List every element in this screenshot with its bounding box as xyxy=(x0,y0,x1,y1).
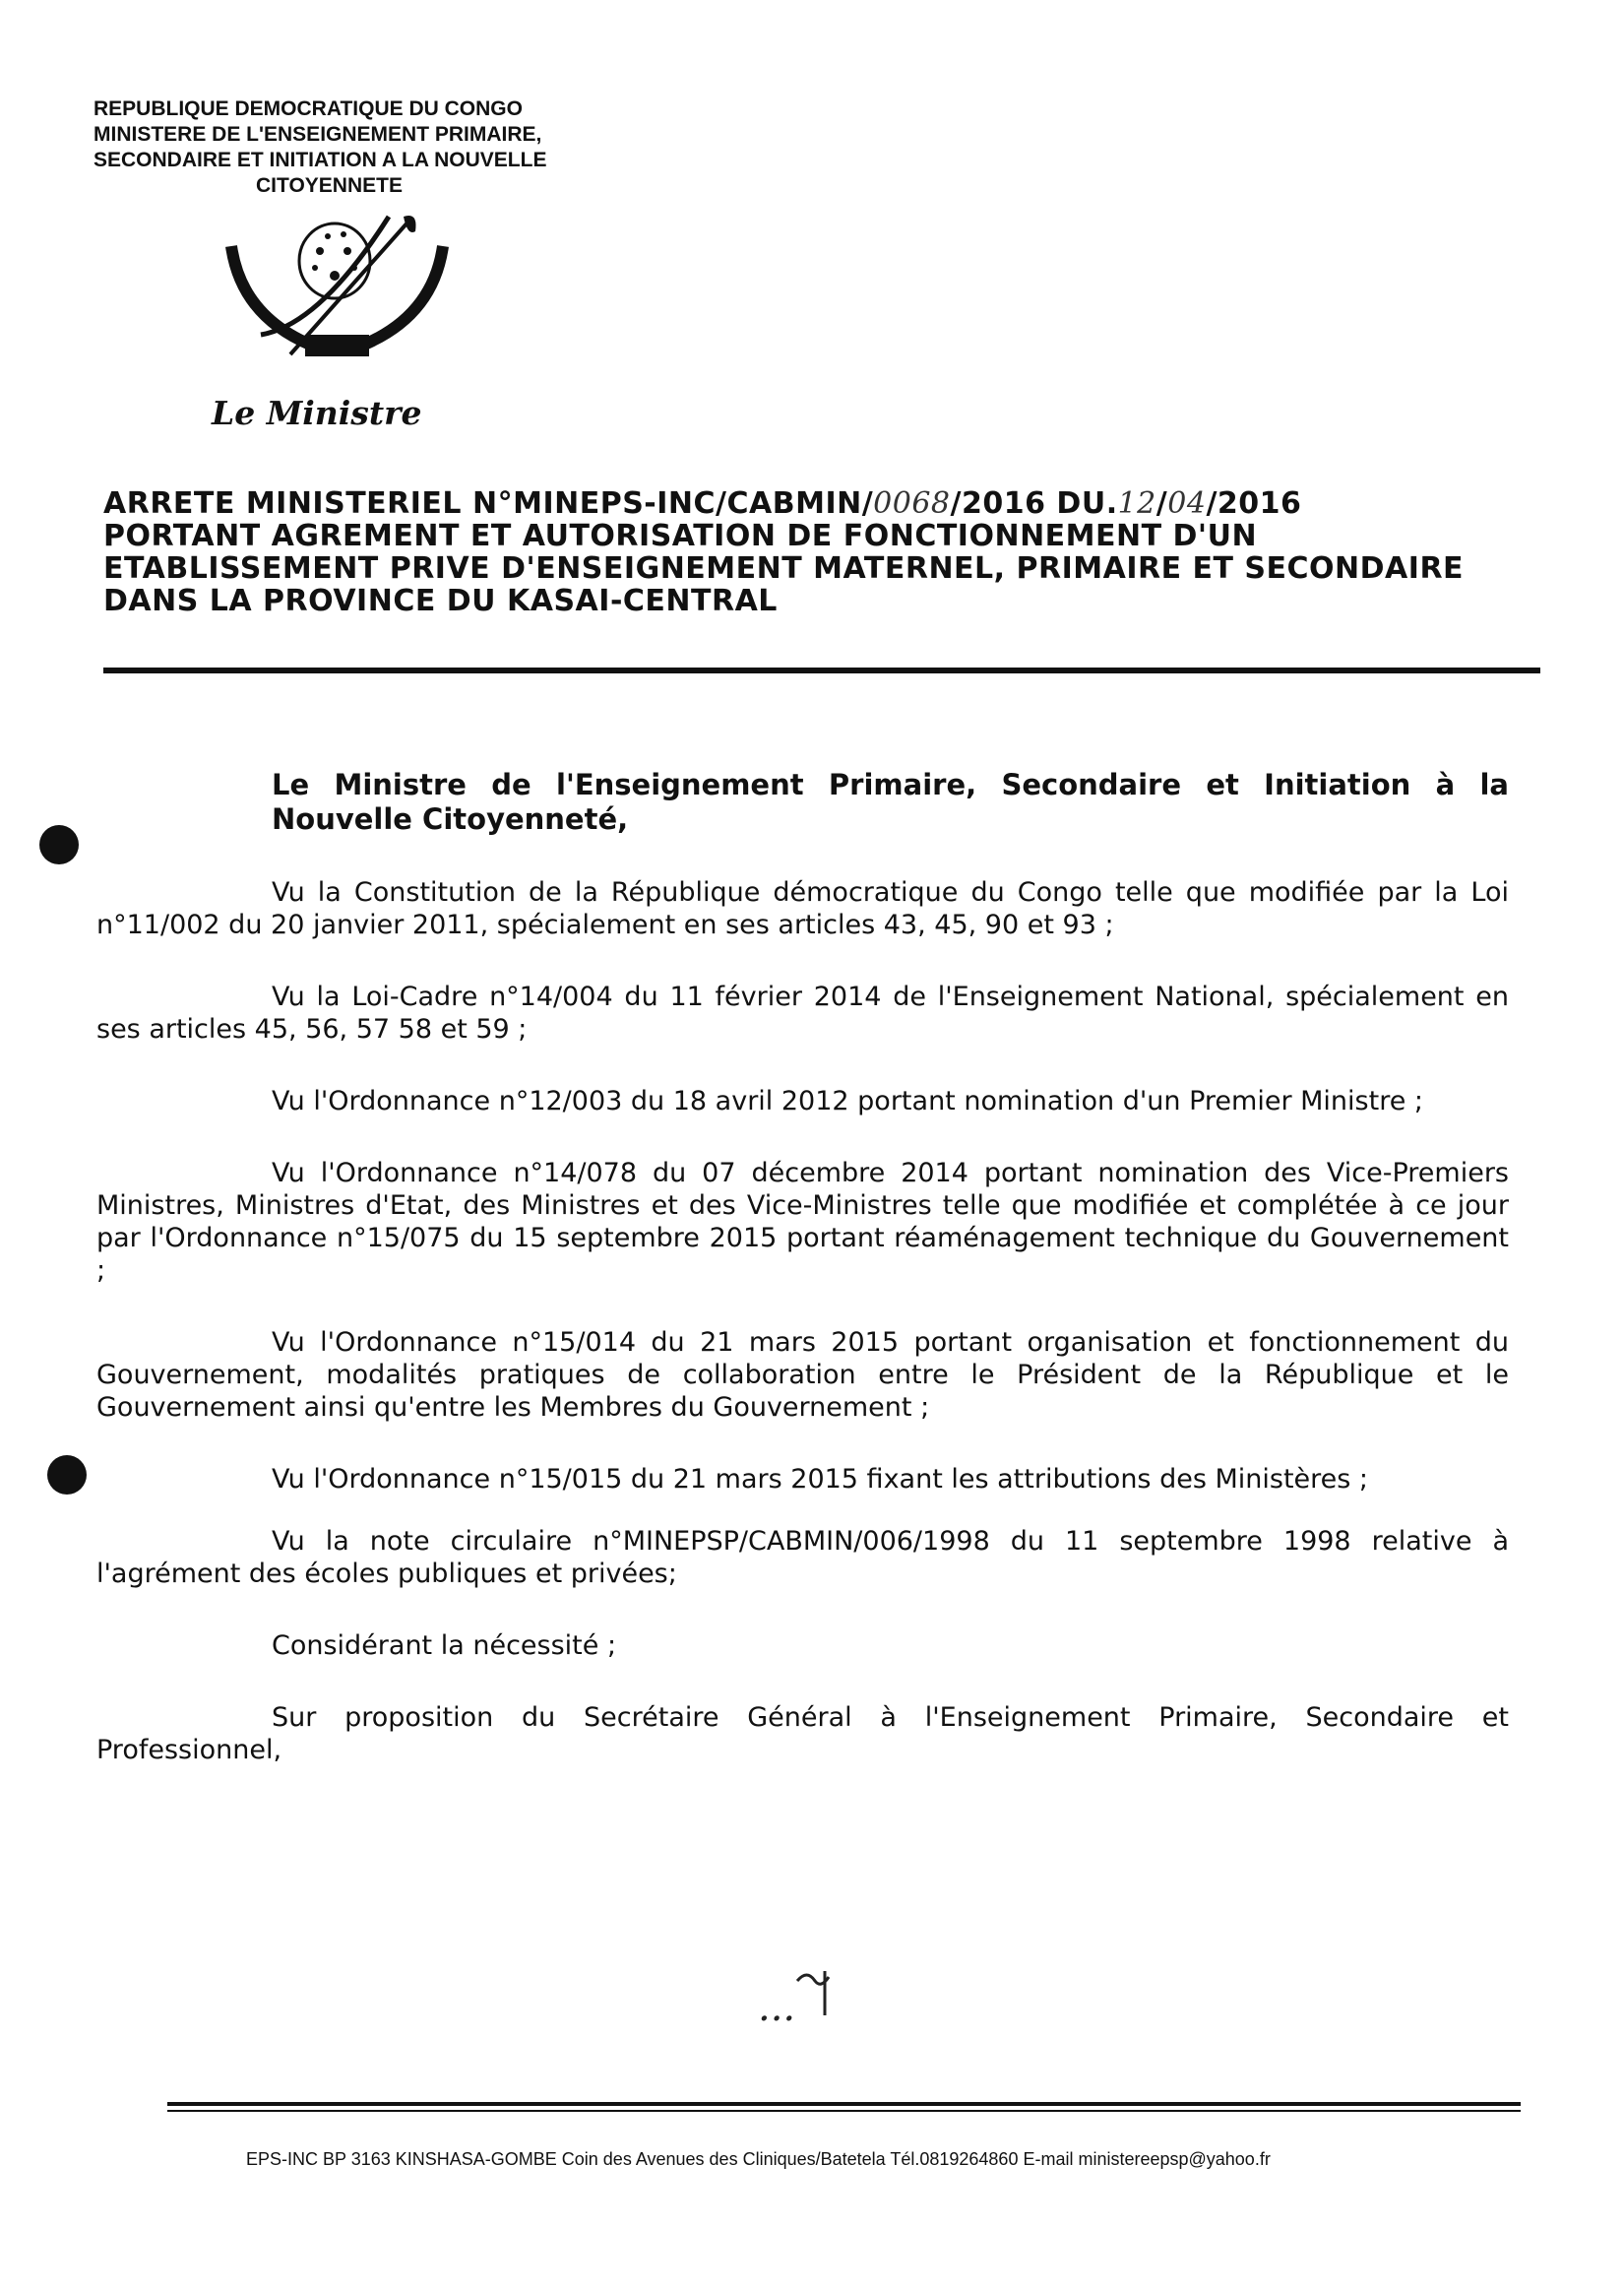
decree-title-line-2: PORTANT AGREMENT ET AUTORISATION DE FONCTIONNEMENT D'UN xyxy=(103,519,1258,553)
handwritten-decree-number: 0068 xyxy=(873,486,951,521)
decree-title xyxy=(103,487,1511,617)
initials-icon xyxy=(795,1961,840,2020)
title-divider xyxy=(103,668,1540,673)
recital-ordonnance-vice-premiers: Vu l'Ordonnance n°14/078 du 07 décembre 2014 portant nomination des Vice-Premiers Ministres, Ministres d'Etat, des Ministres et des Vice-Ministres telle que modifiée et complétée à ce jour par l'Ordonnance n°15/075 du 15 septembre 2015 portant réaménagement technique du Gouvernement ; xyxy=(96,1158,1509,1286)
recital-ordonnance-premier-ministre: Vu l'Ordonnance n°12/003 du 18 avril 2012 portant nomination d'un Premier Ministre ; xyxy=(272,1086,1423,1116)
recital-loi-cadre: Vu la Loi-Cadre n°14/004 du 11 février 2014 de l'Enseignement National, spécialement en ses articles 45, 56, 57 58 et 59 ; xyxy=(96,982,1509,1045)
decree-title-line-4: DANS LA PROVINCE DU KASAI-CENTRAL xyxy=(103,584,778,618)
letterhead xyxy=(94,96,684,199)
letterhead-line-secondary: SECONDAIRE ET INITIATION A LA NOUVELLE xyxy=(94,149,547,171)
page-continuation-mark: ... xyxy=(758,1961,840,2030)
recital-proposition: Sur proposition du Secrétaire Général à l'Enseignement Primaire, Secondaire et Professionnel, xyxy=(96,1702,1509,1765)
recital-note-circulaire: Vu la note circulaire n°MINEPSP/CABMIN/006/1998 du 11 septembre 1998 relative à l'agrément des écoles publiques et privées; xyxy=(96,1526,1509,1589)
binder-hole-icon xyxy=(47,1455,87,1495)
letterhead-line-citizenship: CITOYENNETE xyxy=(256,174,403,197)
footer-divider-thin xyxy=(167,2110,1521,2112)
minister-signature-title: Le Ministre xyxy=(212,394,422,432)
recital-ordonnance-attributions: Vu l'Ordonnance n°15/015 du 21 mars 2015 fixant les attributions des Ministères ; xyxy=(272,1464,1369,1495)
decree-title-line-1: ARRETE MINISTERIEL N°MINEPS-INC/CABMIN/0068/2016 DU.12/04/2016 xyxy=(103,486,1302,521)
letterhead-line-ministry: MINISTERE DE L'ENSEIGNEMENT PRIMAIRE, xyxy=(94,123,542,146)
recital-considerant: Considérant la nécessité ; xyxy=(272,1630,617,1661)
footer-divider xyxy=(167,2102,1521,2106)
footer-address: EPS-INC BP 3163 KINSHASA-GOMBE Coin des Avenues des Cliniques/Batetela Tél.0819264860 E-mail ministereepsp@yahoo.fr xyxy=(246,2149,1271,2169)
handwritten-month: 04 xyxy=(1167,486,1207,521)
drc-coat-of-arms-icon xyxy=(221,207,458,374)
minister-heading: Le Ministre de l'Enseignement Primaire, Secondaire et Initiation à la Nouvelle Citoyenneté, xyxy=(272,768,1509,836)
decree-title-line-3: ETABLISSEMENT PRIVE D'ENSEIGNEMENT MATERNEL, PRIMAIRE ET SECONDAIRE xyxy=(103,551,1465,586)
recital-constitution: Vu la Constitution de la République démocratique du Congo telle que modifiée par la Loi n°11/002 du 20 janvier 2011, spécialement en ses articles 43, 45, 90 et 93 ; xyxy=(96,877,1509,940)
handwritten-day: 12 xyxy=(1117,486,1156,521)
binder-hole-icon xyxy=(39,825,79,864)
recital-ordonnance-organisation: Vu l'Ordonnance n°15/014 du 21 mars 2015 portant organisation et fonctionnement du Gouvernement, modalités pratiques de collaboration entre le Président de la République et le Gouvernement ainsi qu'entre les Membres du Gouvernement ; xyxy=(96,1327,1509,1423)
letterhead-line-republic: REPUBLIQUE DEMOCRATIQUE DU CONGO xyxy=(94,97,523,120)
decree-body xyxy=(96,768,1509,1806)
